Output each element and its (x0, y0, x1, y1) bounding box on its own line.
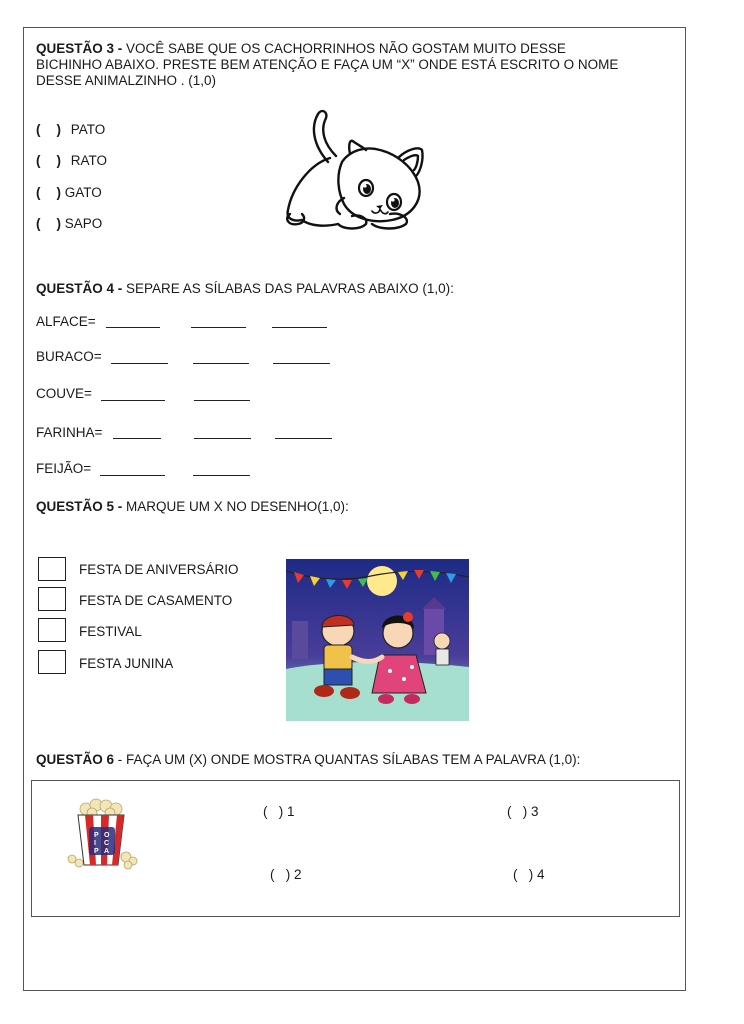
q3-text-line1: VOCÊ SABE QUE OS CACHORRINHOS NÃO GOSTAM MUITO DESSE (126, 41, 566, 56)
popcorn-letter: P (94, 832, 99, 839)
syllable-blank[interactable] (193, 475, 250, 476)
popcorn-letter: I (94, 840, 96, 847)
syllable-blank[interactable] (191, 327, 246, 328)
q3-text-line2: BICHINHO ABAIXO. PRESTE BEM ATENÇÃO E FAÇA UM “X” ONDE ESTÁ ESCRITO O NOME (36, 57, 619, 72)
q3-option-label: GATO (64, 185, 102, 200)
festa-junina-illustration (286, 559, 469, 721)
q5-number: QUESTÃO 5 - (36, 499, 123, 514)
popcorn-icon (66, 797, 140, 871)
q5-option-label: FESTA DE ANIVERSÁRIO (79, 562, 239, 577)
q3-option-label: SAPO (64, 216, 103, 231)
q3-option-label: PATO (70, 122, 106, 137)
q4-heading (36, 281, 454, 297)
q4-number: QUESTÃO 4 - (36, 281, 123, 296)
q4-word-farinha: FARINHA= (36, 425, 103, 440)
q5-text: MARQUE UM X NO DESENHO(1,0): (126, 499, 349, 514)
q5-checkbox-festival[interactable] (38, 618, 66, 642)
q4-word-feijao: FEIJÃO= (36, 461, 92, 476)
q6-option-4[interactable]: ( ) 4 (513, 867, 545, 882)
q5-option-label: FESTIVAL (79, 624, 142, 639)
q3-option-gato[interactable]: ( ) GATO (36, 185, 102, 200)
q5-option-label: FESTA JUNINA (79, 656, 174, 671)
syllable-blank[interactable] (272, 327, 327, 328)
popcorn-letter: C (104, 840, 110, 847)
q5-option-label: FESTA DE CASAMENTO (79, 593, 233, 608)
q6-number: QUESTÃO 6 (36, 752, 115, 767)
syllable-blank[interactable] (194, 400, 250, 401)
q4-word-couve: COUVE= (36, 386, 92, 401)
syllable-blank[interactable] (101, 400, 165, 401)
q3-option-pato[interactable]: ( ) PATO (36, 122, 106, 137)
q3-heading (36, 41, 676, 89)
q6-option-1[interactable]: ( ) 1 (263, 804, 295, 819)
q6-option-3[interactable]: ( ) 3 (507, 804, 539, 819)
cat-illustration (280, 106, 430, 234)
syllable-blank[interactable] (113, 438, 161, 439)
q6-heading (36, 752, 580, 768)
syllable-blank[interactable] (106, 327, 160, 328)
q6-text: - FAÇA UM (X) ONDE MOSTRA QUANTAS SÍLABAS TEM A PALAVRA (1,0): (117, 752, 581, 767)
q4-word-alface: ALFACE= (36, 314, 96, 329)
q3-number: QUESTÃO 3 - (36, 41, 123, 56)
q3-option-sapo[interactable]: ( ) SAPO (36, 216, 103, 231)
q5-checkbox-casamento[interactable] (38, 587, 66, 611)
popcorn-letter: O (104, 832, 110, 839)
popcorn-letter: A (104, 848, 110, 855)
syllable-blank[interactable] (275, 438, 332, 439)
syllable-blank[interactable] (194, 438, 251, 439)
q3-option-rato[interactable]: ( ) RATO (36, 153, 108, 168)
syllable-blank[interactable] (273, 363, 330, 364)
q4-text: SEPARE AS SÍLABAS DAS PALAVRAS ABAIXO (1,0): (126, 281, 454, 296)
q4-word-buraco: BURACO= (36, 349, 102, 364)
popcorn-letter: P (94, 848, 99, 855)
q3-option-label: RATO (70, 153, 108, 168)
syllable-blank[interactable] (193, 363, 249, 364)
syllable-blank[interactable] (100, 475, 165, 476)
q5-checkbox-festa-junina[interactable] (38, 650, 66, 674)
q6-option-2[interactable]: ( ) 2 (270, 867, 302, 882)
syllable-blank[interactable] (111, 363, 168, 364)
q5-heading (36, 499, 349, 515)
q5-checkbox-aniversario[interactable] (38, 557, 66, 581)
q3-text-line3: DESSE ANIMALZINHO . (1,0) (36, 73, 217, 88)
